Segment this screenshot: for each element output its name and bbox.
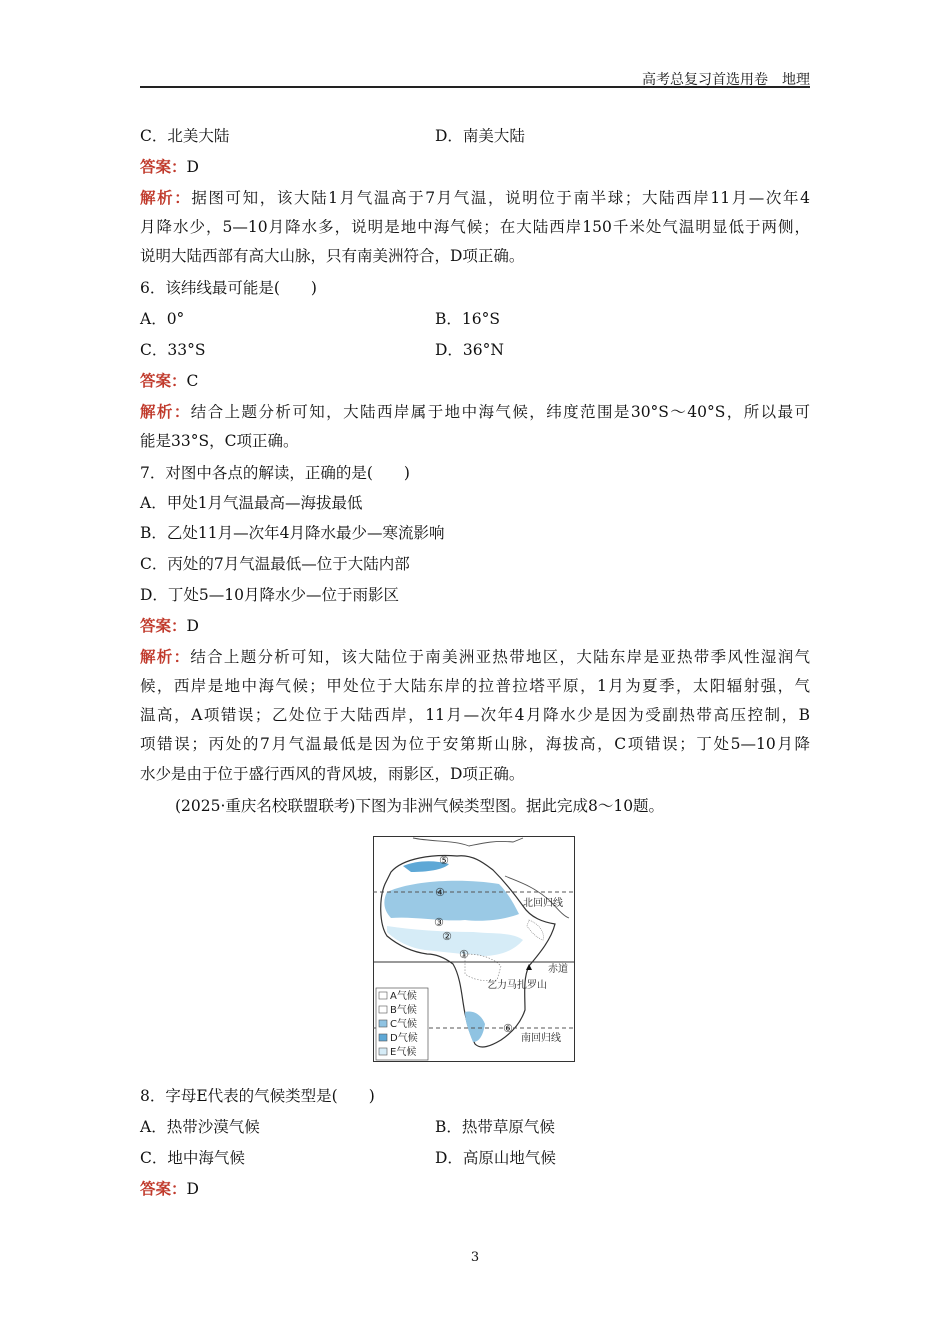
q5-answer [140, 157, 199, 177]
q8-option-c: C．地中海气候 [140, 1149, 245, 1167]
label-tropic-n: 北回归线 [523, 898, 563, 909]
q7-answer [140, 616, 199, 636]
point-6: ⑥ [503, 1022, 513, 1035]
answer-value: D [186, 617, 199, 635]
desert-zone [384, 881, 519, 921]
explanation-text: 结合上题分析可知，大陆西岸属于地中海气候，纬度范围是30°S～40°S，所以最可 [190, 403, 810, 421]
q7-explanation-line3: 温高，A项错误；乙处位于大陆西岸，11月—次年4月降水少是因为受副热带高压控制，B [140, 706, 810, 724]
page-number: 3 [470, 1250, 480, 1265]
answer-label: 答案： [140, 616, 187, 635]
q8-stem: 8．字母E代表的气候类型是( ) [140, 1087, 375, 1105]
legend-c: C气候 [390, 1019, 417, 1030]
answer-value: C [186, 372, 199, 390]
question-group-intro: (2025·重庆名校联盟联考)下图为非洲气候类型图。据此完成8～10题。 [175, 797, 665, 815]
q7-option-d: D．丁处5—10月降水少—位于雨影区 [140, 586, 400, 604]
point-3: ③ [434, 916, 444, 929]
africa-climate-map [373, 836, 575, 1062]
answer-label: 答案： [140, 157, 187, 176]
q7-option-a: A．甲处1月气温最高—海拔最低 [140, 494, 363, 512]
q5-explanation-line1 [140, 188, 810, 208]
legend [376, 988, 428, 1060]
q5-explanation-line2: 月降水少，5—10月降水多，说明是地中海气候；在大陆西岸150千米处气温明显低于两侧， [140, 218, 810, 236]
point-1: ① [459, 948, 469, 961]
q6-option-b: B．16°S [435, 310, 500, 328]
explanation-label: 解析： [140, 647, 191, 666]
q7-explanation-line2: 候，西岸是地中海气候；甲处位于大陆东岸的拉普拉塔平原，1月为夏季，太阳辐射强，气 [140, 677, 810, 695]
q6-option-d: D．36°N [435, 341, 504, 359]
legend-b: B气候 [390, 1005, 417, 1016]
q7-explanation-line5: 水少是由于位于盛行西风的背风坡，雨影区，D项正确。 [140, 765, 525, 783]
explanation-label: 解析： [140, 402, 191, 421]
label-mountain: 乞力马扎罗山 [487, 980, 547, 991]
q8-answer [140, 1179, 199, 1199]
explanation-label: 解析： [140, 188, 192, 207]
legend-swatch-a [379, 992, 387, 999]
legend-a: A气候 [390, 991, 417, 1002]
q6-explanation-line1 [140, 402, 810, 422]
answer-value: D [186, 1180, 199, 1198]
q7-option-c: C．丙处的7月气温最低—位于大陆内部 [140, 555, 410, 573]
q5-option-d: D．南美大陆 [435, 127, 525, 145]
q6-option-c: C．33°S [140, 341, 206, 359]
q6-explanation-line2: 能是33°S，C项正确。 [140, 432, 299, 450]
q7-explanation-line1 [140, 647, 810, 667]
q7-option-b: B．乙处11月—次年4月降水最少—寒流影响 [140, 524, 445, 542]
running-header: 高考总复习首选用卷 地理 [642, 72, 810, 88]
point-5: ⑤ [439, 854, 449, 867]
q5-explanation-line3: 说明大陆西部有高大山脉，只有南美洲符合，D项正确。 [140, 247, 525, 265]
q8-option-d: D．高原山地气候 [435, 1149, 556, 1167]
label-tropic-s: 南回归线 [521, 1033, 561, 1044]
legend-swatch-e [379, 1048, 387, 1055]
label-equator: 赤道 [548, 964, 568, 975]
q8-option-a: A．热带沙漠气候 [140, 1118, 260, 1136]
explanation-text: 据图可知，该大陆1月气温高于7月气温，说明位于南半球；大陆西岸11月—次年4 [191, 189, 810, 207]
q7-stem: 7．对图中各点的解读，正确的是( ) [140, 464, 410, 482]
q6-stem: 6．该纬线最可能是( ) [140, 279, 317, 297]
q8-option-b: B．热带草原气候 [435, 1118, 555, 1136]
explanation-text: 结合上题分析可知，该大陆位于南美洲亚热带地区，大陆东岸是亚热带季风性湿润气 [190, 648, 810, 666]
point-4: ④ [435, 886, 445, 899]
point-2: ② [442, 930, 452, 943]
q5-option-c: C．北美大陆 [140, 127, 230, 145]
answer-label: 答案： [140, 1179, 187, 1198]
legend-swatch-c [379, 1020, 387, 1027]
answer-label: 答案： [140, 371, 187, 390]
legend-d: D气候 [390, 1033, 418, 1044]
legend-swatch-b [379, 1006, 387, 1013]
q6-answer [140, 371, 198, 391]
q7-explanation-line4: 项错误；丙处的7月气温最低是因为位于安第斯山脉，海拔高，C项错误；丁处5—10月降 [140, 735, 810, 753]
header-rule [140, 86, 810, 88]
answer-value: D [186, 158, 199, 176]
legend-swatch-d [379, 1034, 387, 1041]
legend-e: E气候 [390, 1047, 417, 1058]
q6-option-a: A．0° [140, 310, 185, 328]
